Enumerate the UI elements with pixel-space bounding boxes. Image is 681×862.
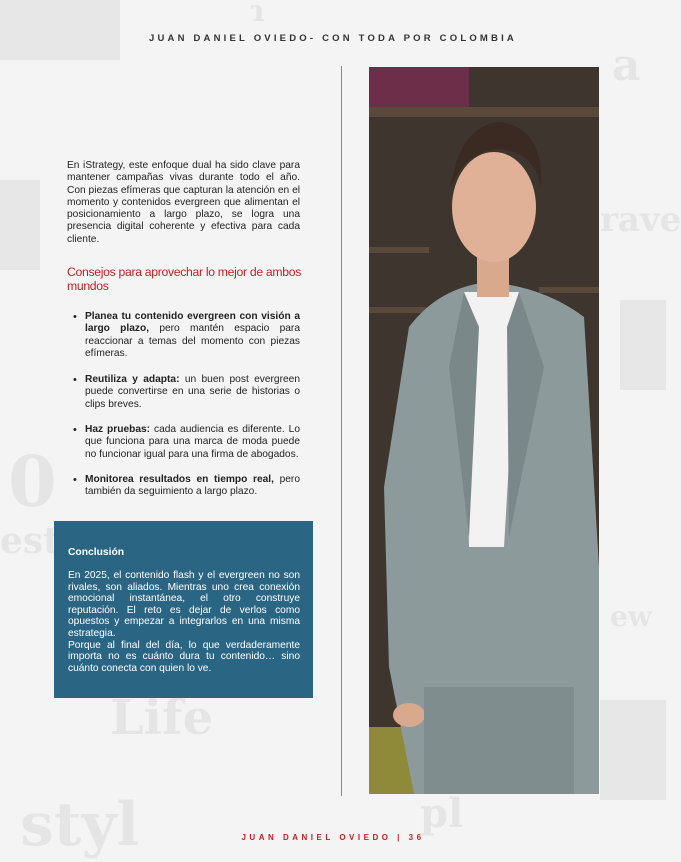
- column-divider: [341, 66, 342, 796]
- section-title: Consejos para aprovechar lo mejor de ambos mundos: [67, 265, 301, 293]
- tip-text: pero también da seguimiento a largo plazo.: [85, 473, 300, 498]
- running-header: JUAN DANIEL OVIEDO- CON TODA POR COLOMBIA: [148, 33, 517, 44]
- page-footer: JUAN DANIEL OVIEDO | 36: [241, 833, 425, 842]
- tip-text: un buen post evergreen puede convertirse en una serie de historias o clips breves.: [85, 374, 300, 410]
- list-item: [67, 311, 300, 360]
- tip-lead: Planea tu contenido evergreen con visión a largo plazo,: [85, 311, 300, 335]
- conclusion-title: Conclusión: [68, 547, 125, 558]
- tip-lead: Monitorea resultados en tiempo real,: [85, 473, 274, 485]
- conclusion-paragraph-2: Porque al final del día, lo que verdaderamente importa no es cuánto dura tu contenido… sino cuánto conecta con quien lo ve.: [68, 639, 300, 674]
- list-item: [67, 474, 300, 499]
- conclusion-box: [54, 521, 313, 698]
- intro-paragraph: En iStrategy, este enfoque dual ha sido clave para mantener campañas vivas durante todo el año. Con piezas efímeras que capturan la atención en el momento y contenidos evergreen que alimentan el posicionamiento a largo plazo, se logra una presencia digital coherente y efectiva para cada cliente.: [67, 160, 300, 245]
- list-item: [67, 374, 300, 411]
- newsprint-background: ɿ a rave 0 est Life styl pl ew: [0, 0, 681, 860]
- tip-lead: Reutiliza y adapta:: [85, 374, 180, 386]
- man-in-suit-illustration: [369, 67, 599, 794]
- tip-text: pero mantén espacio para reaccionar a temas del momento con piezas efímeras.: [85, 323, 300, 359]
- portrait-photo: [369, 67, 599, 794]
- list-item: [67, 424, 300, 461]
- conclusion-paragraph-1: En 2025, el contenido flash y el evergreen no son rivales, son aliados. Mientras uno crea conexión emocional instantánea, el otro construye reputación. El reto es dejar de verlos como opuestos y empezar a integrarlos en una misma estrategia.: [68, 570, 300, 639]
- tip-lead: Haz pruebas:: [85, 424, 151, 436]
- tip-text: cada audiencia es diferente. Lo que funciona para una marca de moda puede no funcionar igual para una firma de abogados.: [85, 424, 300, 460]
- tips-list: [67, 311, 300, 499]
